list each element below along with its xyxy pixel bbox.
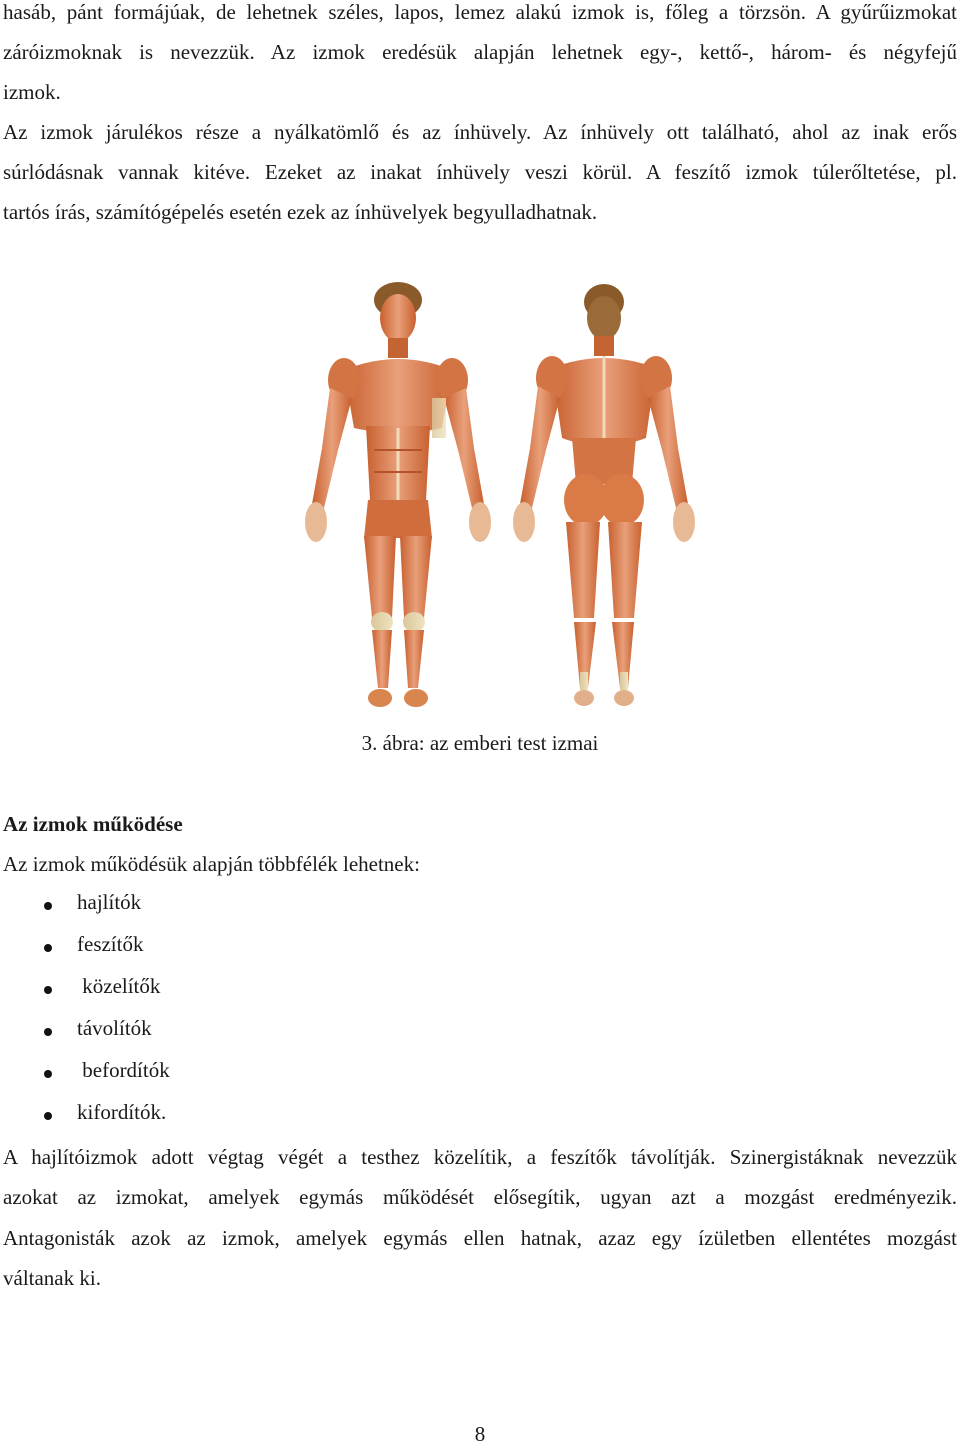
list-item-text: feszítők <box>77 932 144 956</box>
bullet-icon <box>44 986 52 994</box>
text-line: tartós írás, számítógépelés esetén ezek az ínhüvelyek begyulladhatnak. <box>3 200 598 224</box>
section-heading: Az izmok működése <box>3 812 183 836</box>
text-line: azokat az izmokat, amelyek egymás működését elősegítik, ugyan azt a mozgást eredményezik. <box>3 1185 957 1209</box>
bullet-icon <box>44 1028 52 1036</box>
text-line: Antagonisták azok az izmok, amelyek egymás ellen hatnak, azaz egy ízületben ellentétes mozgást <box>3 1226 957 1250</box>
muscle-anatomy-figure <box>282 278 716 716</box>
bullet-icon <box>44 1070 52 1078</box>
text-line: A hajlítóizmok adott végtag végét a testhez közelítik, a feszítők távolítják. Szinergistáknak nevezzük <box>3 1145 957 1169</box>
list-item-text: közelítők <box>77 974 161 998</box>
list-item-text: hajlítók <box>77 890 142 914</box>
list-item-text: távolítók <box>77 1016 152 1040</box>
text-line: váltanak ki. <box>3 1266 101 1290</box>
section-intro: Az izmok működésük alapján többfélék lehetnek: <box>3 852 420 876</box>
back-view-figure <box>513 284 695 706</box>
text-line: záróizmoknak is nevezzük. Az izmok eredésük alapján lehetnek egy-, kettő-, három- és négyfejű <box>3 40 957 64</box>
bullet-icon <box>44 944 52 952</box>
figure-caption: 3. ábra: az emberi test izmai <box>361 731 599 755</box>
bullet-icon <box>44 1112 52 1120</box>
list-item-text: kifordítók. <box>77 1100 167 1124</box>
text-line: súrlódásnak vannak kitéve. Ezeket az inakat ínhüvely veszi körül. A feszítő izmok túlerőltetése, pl. <box>3 160 957 184</box>
text-line: Az izmok járulékos része a nyálkatömlő és az ínhüvely. Az ínhüvely ott található, ahol az inak erős <box>3 120 957 144</box>
list-item-text: befordítók <box>77 1058 170 1082</box>
page-number: 8 <box>474 1422 486 1446</box>
bullet-icon <box>44 902 52 910</box>
text-line: izmok. <box>3 80 61 104</box>
front-view-figure <box>305 282 491 707</box>
text-line: hasáb, pánt formájúak, de lehetnek széles, lapos, lemez alakú izmok is, főleg a törzsön. A gyűrűizmokat <box>3 0 957 24</box>
